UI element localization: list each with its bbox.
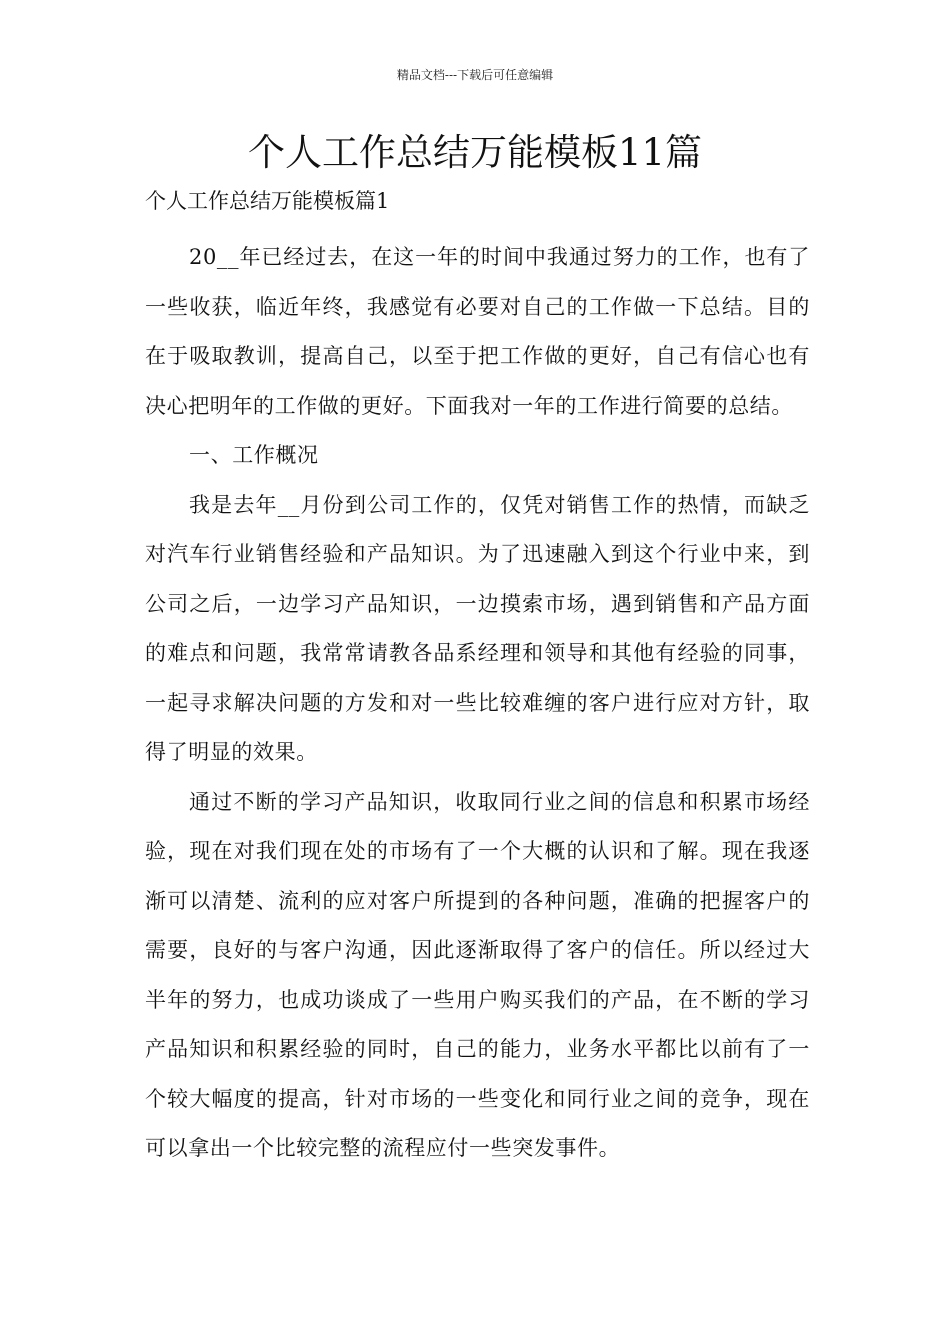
document-body (145, 233, 810, 1174)
paragraph-intro: 20__年已经过去，在这一年的时间中我通过努力的工作，也有了一些收获，临近年终，我感觉有必要对自己的工作做一下总结。目的在于吸取教训，提高自己，以至于把工作做的更好，自己有信心也有决心把明年的工作做的更好。下面我对一年的工作进行简要的总结。 (145, 245, 810, 418)
paragraph-learning-progress: 通过不断的学习产品知识，收取同行业之间的信息和积累市场经验，现在对我们现在处的市场有了一个大概的认识和了解。现在我逐渐可以清楚、流利的应对客户所提到的各种问题，准确的把握客户的需要，良好的与客户沟通，因此逐渐取得了客户的信任。所以经过大半年的努力，也成功谈成了一些用户购买我们的产品，在不断的学习产品知识和积累经验的同时，自己的能力，业务水平都比以前有了一个较大幅度的提高，针对市场的一些变化和同行业之间的竞争，现在可以拿出一个比较完整的流程应付一些突发事件。 (145, 789, 810, 1160)
header-note: 精品文档---下载后可任意编辑 (396, 68, 554, 82)
section-subtitle: 个人工作总结万能模板篇1 (145, 189, 390, 213)
paragraph-work-overview: 我是去年__月份到公司工作的，仅凭对销售工作的热情，而缺乏对汽车行业销售经验和产品知识。为了迅速融入到这个行业中来，到公司之后，一边学习产品知识，一边摸索市场，遇到销售和产品方面的难点和问题，我常常请教各品系经理和领导和其他有经验的同事，一起寻求解决问题的方发和对一些比较难缠的客户进行应对方针，取得了明显的效果。 (145, 492, 810, 764)
document-title: 个人工作总结万能模板11篇 (247, 131, 703, 174)
section-heading-work-overview: 一、工作概况 (189, 443, 319, 467)
